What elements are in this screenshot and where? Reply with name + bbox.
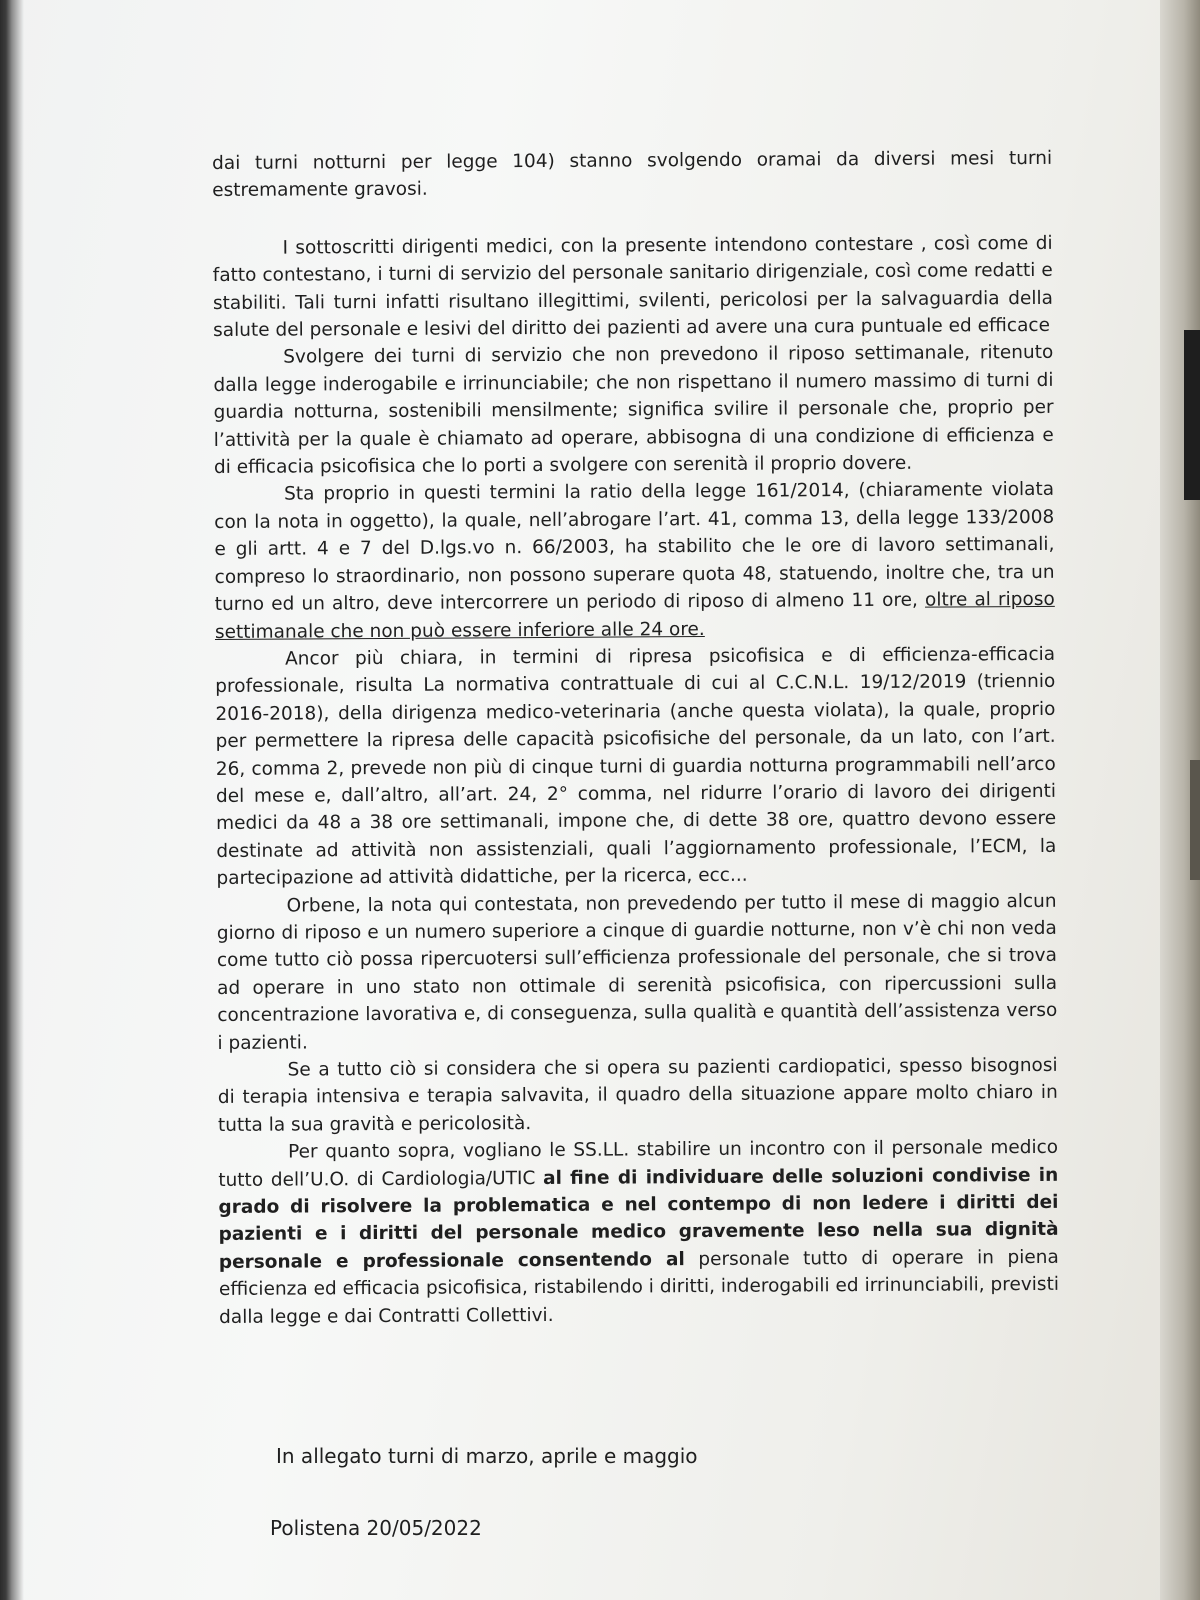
paragraph-cardiac-patients: Se a tutto ciò si considera che si opera su pazienti cardiopatici, spesso bisognosi di terapia intensiva e terapia salvavita, il quadro della situazione appare molto chiaro in tutta la sua gravità e pericolosità. [217, 1054, 1058, 1136]
underlined-rest-clause: oltre al riposo settimanale che non può essere inferiore alle 24 ore. [214, 588, 1055, 643]
desk-object-shadow [1190, 760, 1200, 880]
paragraph-may-schedule: Orbene, la nota qui contestata, non prevedendo per tutto il mese di maggio alcun giorno di riposo e un numero superiore a cinque di guardie notturne, non v’è chi non veda come tutto ciò possa ripercuotersi sull’efficienza professionale del personale, che si trova ad operare in uno stato non ottimale di serenità psicofisica, con ripercussioni sulla concentrazione lavorativa e, di conseguenza, sulla qualità e quantità dell’assistenza verso i pazienti. [216, 890, 1058, 1054]
paragraph-law-161-2014 [214, 476, 1055, 646]
bold-request-text: al fine di individuare delle soluzioni condivise in grado di risolvere la problematica e nel contempo di non ledere i diritti dei pazienti e i diritti del personale medico gravemente leso nella sua dignità personale e professionale consentendo al [218, 1164, 1059, 1273]
place-and-date: Polistena 20/05/2022 [270, 1516, 482, 1540]
page-curl-shadow [0, 0, 24, 1600]
attachment-note: In allegato turni di marzo, aprile e maggio [276, 1444, 698, 1468]
opening-paragraph: dai turni notturni per legge 104) stanno svolgendo oramai da diversi mesi turni estremamente gravosi. [212, 147, 1053, 202]
paragraph-weekly-rest: Svolgere dei turni di servizio che non prevedono il riposo settimanale, ritenuto dalla legge inderogabile e irrinunciabile; che non rispettano il numero massimo di turni di guardia notturna, sostenibili mensilmente; significa svilire il personale che, proprio per l’attività per la quale è chiamato ad operare, abbisogna di una condizione di efficienza e di efficacia psicofisica che lo porti a svolgere con serenità il proprio dovere. [213, 342, 1054, 479]
paragraph-ccnl: Ancor più chiara, in termini di ripresa psicofisica e di efficienza-efficacia professionale, risulta La normativa contrattuale di cui al C.C.N.L. 19/12/2019 (triennio 2016-2018), della dirigenza medico-veterinaria (anche questa violata), la quale, proprio per permettere la ripresa delle capacità psicofisiche del personale, da un lato, con l’art. 26, comma 2, prevede non più di cinque turni di guardia notturna programmabili nell’arco del mese e, dall’altro, all’art. 24, 2° comma, nel ridurre l’orario di lavoro dei dirigenti medici da 48 a 38 ore settimanali, impone che, di dette 38 ore, quattro devono essere destinate ad attività non assistenziali, quali l’aggiornamento professionale, l’ECM, la partecipazione ad attività didattiche, per la ricerca, ecc... [215, 643, 1057, 890]
desk-background [1160, 0, 1200, 1600]
letter-body [212, 145, 1059, 1331]
law-text: Sta proprio in questi termini la ratio della legge 161/2014, (chiaramente violata con la nota in oggetto), la quale, nell’abrogare l’art. 41, comma 13, della legge 133/2008 e gli artt. 4 e 7 del D.lgs.vo n. 66/2003, ha stabilito che le ore di lavoro settimanali, compreso lo straordinario, non possono superare quota 48, statuendo, inoltre che, tra un turno ed un altro, deve intercorrere un periodo di riposo di almeno 11 ore, [214, 479, 1055, 616]
paragraph-contestation: I sottoscritti dirigenti medici, con la presente intendono contestare , così come di fatto contestano, i turni di servizio del personale sanitario dirigenziale, così come redatti e stabiliti. Tali turni infatti risultano illegittimi, svilenti, pericolosi per la salvaguardia della salute del personale e lesivi del diritto dei pazienti ad avere una cura puntuale ed efficace [212, 232, 1053, 342]
request-text-end: personale tutto di operare in piena efficienza ed efficacia psicofisica, ristabilendo i diritti, inderogabili ed irrinunciabili, previsti dalla legge e dai Contratti Collettivi. [218, 1246, 1060, 1328]
paragraph-request-meeting [218, 1134, 1059, 1331]
request-text: Per quanto sopra, vogliano le SS.LL. stabilire un incontro con il personale medico tutto dell’U.O. di Cardiologia/UTIC [218, 1137, 1059, 1191]
desk-object [1184, 330, 1200, 500]
